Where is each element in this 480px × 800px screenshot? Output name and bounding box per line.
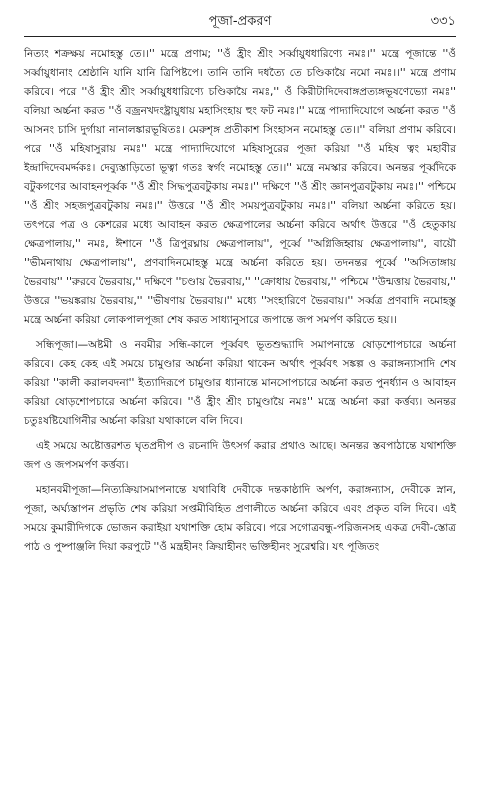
page-number: ৩৩১ [430,14,456,29]
header-title: পূজা-প্রকরণ [208,14,272,29]
paragraph-4: মহানবমীপূজা—নিত্যক্রিয়াসমাপনান্তে যথাবিধি দেবীকে দন্তকাষ্ঠাদি অর্পণ, করাঙ্গন্যাস, দেবীকে স্নান, পূজা, অর্ঘ্যস্তাপন প্রভৃতি শেষ করিয়া সপ্তমীবিহিত প্রণালীতে অর্চ্চনা করিবে এবং প্রকৃত বলি দিবে। এই সময়ে কুমারীদিগকে ভোজন করাইয়া যথাশক্তি হোম করিবে। পরে সগোত্রবন্ধু-পরিজনসহ একত্র দেবী-স্তোত্র পাঠ ও পুষ্পাঞ্জলি দিয়া করপুটে ''ওঁ মন্ত্রহীনং ক্রিয়াহীনং ভক্তিহীনং সুরেশ্বরি। যৎ পূজিতং [24,484,456,553]
page-body [24,45,456,557]
paragraph-2: সন্ধিপূজা।—অষ্টমী ও নবমীর সন্ধি-কালে পূর্ব্ববৎ ভূতশুদ্ধ্যাদি সমাপনান্তে ষোড়শোপচারে অর্চ্চনা করিবে। কেহ কেহ এই সময়ে চামুণ্ডার অর্চ্চনা করিয়া থাকেন অর্থাৎ পূর্ব্ববৎ সঙ্কল্প ও করাঙ্গন্যাসাদি শেষ করিয়া ''কালী করালবদনা'' ইত্যাদিরূপে চামুণ্ডার ধ্যানান্তে মানসোপচারে অর্চ্চনা করত পুনর্ধ্যান ও আবাহন করিয়া ষোড়শোপচারে অর্চ্চনা করিবে। ''ওঁ হ্রীং শ্রীং চামুণ্ডায়ৈ নমঃ'' মন্ত্রে অর্চ্চনা করা কর্ত্তব্য। অনন্তর চতুঃষষ্টিযোগিনীর অর্চ্চনা করিয়া যথাকালে বলি দিবে। [24,339,456,427]
paragraph-1: নিত্যং শক্রক্ষয় নমোহস্তু তে।।'' মন্ত্রে প্রণাম; ''ওঁ হ্রীং শ্রীং সর্ব্বায়ুধধারিণ্যে নমঃ।'' মন্ত্রে পূজান্তে ''ওঁ সর্ব্বায়ুধানাং শ্রেষ্ঠানি যানি যানি ত্রিপিষ্টপে। তানি তানি দধত্যৈ তে চণ্ডিকায়ৈ নমো নমঃ।।'' মন্ত্রে প্রণাম করিবে। পরে ''ওঁ হ্রীং শ্রীং সর্ব্বায়ুধধারিণ্যে চণ্ডিকায়ৈ নমঃ,'' ওঁ কিরীটাদিদেবাঙ্গপ্রত্যঙ্গভূষণেভ্যো নমঃ'' বলিয়া অর্চ্চনা করত ''ওঁ বজ্রনখদংষ্ট্রায়ুধায় মহাসিংহায় হুং ফট নমঃ।'' মন্ত্রে পাদ্যাদিযোগে অর্চ্চনা করত ''ওঁ আসনং চাসি দুর্গায়া নানালঙ্কারভূষিতঃ। মেরুশৃঙ্গ প্রতীকাশ সিংহাসন নমোহস্তু তে।।'' বলিয়া প্রণাম করিবে। পরে ''ওঁ মহিষাসুরায় নমঃ'' মন্ত্রে পাদ্যাদিযোগে মহিষাসুরের পূজা করিয়া ''ওঁ মহিষ ত্বং মহাবীর ইন্দ্রাদিদেবমর্দ্দকঃ। দেব্যুস্তাড়িতো ভূত্বা গতঃ স্বর্গং নমোহস্তু তে।।'' মন্ত্রে নমস্কার করিবে। অনন্তর পূর্ব্বদিকে বটুকগণের আবাহনপূর্ব্বক ''ওঁ শ্রীং সিদ্ধপুত্রবটুকায় নমঃ।'' দক্ষিণে ''ওঁ শ্রীং জ্ঞানপুত্রবটুকায় নমঃ।'' পশ্চিমে ''ওঁ শ্রীং সহজপুত্রবটুকায় নমঃ।'' উত্তরে ''ওঁ শ্রীং সময়পুত্রবটুকায় নমঃ।'' বলিয়া অর্চ্চনা করিতে হয়। তৎপরে পত্র ও কেশরের মধ্যে আবাহন করত ক্ষেত্রপালের অর্চ্চনা করিবে অর্থাৎ উত্তরে ''ওঁ হেতুকায় ক্ষেত্রপালায়,'' নমঃ, ঈশানে ''ওঁ ত্রিপুরঘ্নায় ক্ষেত্রপালায়'', পূর্ব্বে ''অগ্নিজিহ্বায় ক্ষেত্রপালায়'', বায়ৌ ''ভীমনাথায় ক্ষেত্রপালায়'', প্রণবাদিনমোহস্তু মন্ত্রে অর্চ্চনা করিতে হয়। তদনন্তর পূর্ব্বে ''অসিতাঙ্গায় ভৈরবায়'' ''রুরবে ভৈরবায়,'' দক্ষিণে ''চণ্ডায় ভৈরবায়,'' ''ক্রোধায় ভৈরবায়,'' পশ্চিমে ''উন্মত্তায় ভৈরবায়,'' উত্তরে ''ভয়ঙ্করায় ভৈরবায়,'' ''ভীষণায় ভৈরবায়।'' মধ্যে ''সংহারিণে ভৈরবায়।'' সর্ব্বত্র প্রণবাদি নমোহস্তু মন্ত্রে অর্চ্চনা করিয়া লোকপালপূজা শেষ করত সাধ্যানুসারে জপান্তে জপ সমর্পণ করিতে হয়।। [24,48,456,326]
running-header [24,10,456,37]
paragraph-3: এই সময়ে অষ্টোত্তরশত ঘৃতপ্রদীপ ও রচনাদি উৎসর্গ করার প্রথাও আছে। অনন্তর স্তবপাঠান্তে যথাশক্তি জপ ও জপসমর্পণ কর্ত্তব্য। [24,440,456,471]
